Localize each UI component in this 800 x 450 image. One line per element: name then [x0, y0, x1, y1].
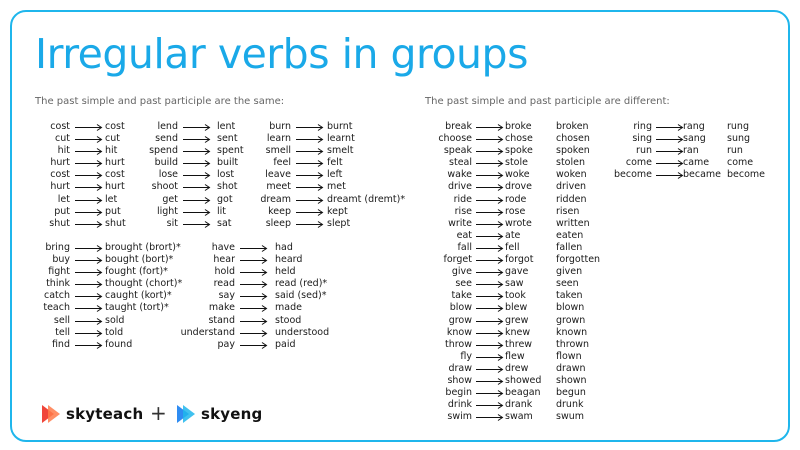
arrow-right-icon — [183, 121, 211, 131]
verb-base-form: spend — [149, 145, 178, 157]
arrow-right-icon — [75, 121, 103, 131]
arrow-right-icon — [240, 254, 268, 264]
verb-past-participle: seen — [556, 278, 579, 290]
arrow-right-icon — [296, 218, 324, 228]
verb-base-form: tell — [55, 326, 70, 338]
verb-base-form: fly — [460, 350, 472, 362]
verb-past-form: kept — [327, 205, 348, 217]
arrow-right-icon — [476, 399, 504, 409]
arrow-right-icon — [296, 121, 324, 131]
arrow-right-icon — [476, 145, 504, 155]
arrow-right-icon — [75, 157, 103, 167]
verb-past-form: rang — [683, 121, 705, 132]
verb-base-form: become — [613, 169, 652, 181]
arrow-right-icon — [240, 327, 268, 337]
page-title: Irregular verbs in groups — [35, 30, 528, 78]
arrow-right-icon — [656, 145, 684, 155]
verb-past-form: chose — [505, 133, 533, 145]
verb-past-form: rode — [505, 193, 527, 205]
verb-base-form: fight — [48, 266, 70, 278]
arrow-right-icon — [476, 133, 504, 143]
verb-past-form: held — [275, 266, 296, 278]
arrow-right-icon — [296, 206, 324, 216]
verb-past-form: taught (tort)* — [105, 302, 169, 314]
arrow-right-icon — [75, 133, 103, 143]
skyeng-mark-icon — [175, 403, 197, 425]
verb-base-form: know — [446, 326, 472, 338]
verb-base-form: burn — [269, 121, 291, 132]
verb-past-form: sold — [105, 314, 125, 326]
verb-base-form: speak — [443, 145, 472, 157]
verb-past-form: cut — [105, 133, 120, 145]
verb-past-form: threw — [505, 338, 533, 350]
verb-base-form: take — [451, 290, 472, 302]
verb-past-participle: come — [727, 157, 754, 169]
verb-base-form: run — [636, 145, 652, 157]
arrow-right-icon — [476, 363, 504, 373]
verb-base-form: hurt — [50, 157, 70, 169]
verb-base-form: drink — [447, 399, 472, 411]
verb-base-form: wake — [447, 169, 472, 181]
verb-past-form: caught (kort)* — [105, 290, 172, 302]
verb-base-form: cost — [50, 169, 70, 181]
arrow-right-icon — [75, 218, 103, 228]
verb-base-form: meet — [266, 181, 291, 193]
verb-past-participle: eaten — [556, 229, 584, 241]
verb-past-participle: begun — [556, 387, 586, 399]
verb-past-form: left — [327, 169, 343, 181]
verb-past-form: wrote — [505, 217, 532, 229]
verb-past-form: ran — [683, 145, 699, 157]
verb-past-form: met — [327, 181, 346, 193]
verb-past-participle: drawn — [556, 362, 586, 374]
arrow-right-icon — [183, 145, 211, 155]
arrow-right-icon — [476, 290, 504, 300]
verb-past-form: sat — [217, 217, 232, 229]
verb-past-participle: risen — [556, 205, 580, 217]
arrow-right-icon — [476, 218, 504, 228]
verb-past-form: woke — [505, 169, 530, 181]
verb-past-form: stood — [275, 314, 302, 326]
verb-past-participle: driven — [556, 181, 587, 193]
verb-past-form: broke — [505, 121, 532, 132]
verb-past-form: dreamt (dremt)* — [327, 193, 406, 205]
verb-past-participle: forgotten — [556, 254, 601, 266]
arrow-right-icon — [476, 351, 504, 361]
verb-base-form: choose — [438, 133, 472, 145]
arrow-right-icon — [75, 242, 103, 252]
verb-base-form: eat — [456, 229, 472, 241]
verb-past-participle: run — [727, 145, 743, 157]
verb-past-participle: stolen — [556, 157, 585, 169]
verb-past-form: hurt — [105, 181, 125, 193]
verb-base-form: swim — [447, 411, 472, 423]
arrow-right-icon — [476, 254, 504, 264]
verb-past-form: said (sed)* — [275, 290, 327, 302]
verb-past-participle: known — [556, 326, 588, 338]
arrow-right-icon — [656, 169, 684, 179]
verb-base-form: light — [156, 205, 178, 217]
skyeng-logo — [175, 403, 262, 425]
verb-past-form: had — [275, 242, 293, 253]
verb-base-form: cut — [55, 133, 70, 145]
verb-past-form: lost — [217, 169, 235, 181]
verb-base-form: think — [46, 278, 70, 290]
verb-past-participle: given — [556, 266, 583, 278]
arrow-right-icon — [183, 181, 211, 191]
arrow-right-icon — [296, 133, 324, 143]
arrow-right-icon — [296, 145, 324, 155]
verb-past-participle: written — [556, 217, 590, 229]
verb-past-form: put — [105, 205, 121, 217]
verb-past-form: understood — [275, 326, 330, 338]
arrow-right-icon — [183, 133, 211, 143]
verb-base-form: put — [54, 205, 70, 217]
verb-base-form: catch — [43, 290, 70, 302]
verb-past-form: drank — [505, 399, 533, 411]
verb-base-form: sell — [53, 314, 70, 326]
arrow-right-icon — [240, 290, 268, 300]
verb-base-form: pay — [217, 338, 235, 350]
arrow-right-icon — [75, 278, 103, 288]
verb-past-form: spoke — [505, 145, 533, 157]
verb-past-form: smelt — [327, 145, 354, 157]
verb-base-form: find — [51, 338, 70, 350]
verb-base-form: buy — [52, 254, 70, 266]
skyteach-logo — [40, 403, 143, 425]
arrow-right-icon — [75, 145, 103, 155]
verb-base-form: sing — [632, 133, 652, 145]
arrow-right-icon — [296, 157, 324, 167]
verb-base-form: read — [213, 278, 235, 290]
verb-base-form: shut — [49, 217, 70, 229]
arrow-right-icon — [75, 266, 103, 276]
verb-past-form: rose — [505, 205, 526, 217]
verb-base-form: ring — [633, 121, 652, 132]
verb-base-form: begin — [445, 387, 472, 399]
verb-past-participle: spoken — [556, 145, 590, 157]
verb-base-form: come — [625, 157, 652, 169]
verb-base-form: fall — [457, 241, 472, 253]
verb-base-form: hear — [213, 254, 235, 266]
verb-past-participle: drunk — [556, 399, 584, 411]
verb-base-form: hit — [57, 145, 70, 157]
verb-base-form: keep — [268, 205, 291, 217]
verb-past-form: shot — [217, 181, 238, 193]
arrow-right-icon — [476, 230, 504, 240]
verb-base-form: learn — [266, 133, 291, 145]
verb-base-form: blow — [449, 302, 472, 314]
verb-base-form: lend — [157, 121, 178, 132]
verb-base-form: understand — [180, 326, 235, 338]
verb-base-form: hold — [214, 266, 235, 278]
verb-base-form: show — [447, 374, 472, 386]
verb-past-form: learnt — [327, 133, 355, 145]
arrow-right-icon — [240, 278, 268, 288]
verb-past-form: lit — [217, 205, 227, 217]
verb-base-form: lose — [158, 169, 178, 181]
verb-base-form: ride — [453, 193, 472, 205]
verb-base-form: cost — [50, 121, 70, 132]
arrow-right-icon — [183, 206, 211, 216]
verb-base-form: build — [154, 157, 178, 169]
verb-base-form: grow — [448, 314, 472, 326]
arrow-right-icon — [75, 339, 103, 349]
arrow-right-icon — [476, 157, 504, 167]
arrow-right-icon — [183, 194, 211, 204]
arrow-right-icon — [656, 133, 684, 143]
skyteach-mark-icon — [40, 403, 62, 425]
arrow-right-icon — [75, 302, 103, 312]
arrow-right-icon — [296, 169, 324, 179]
verb-past-participle: swum — [556, 411, 584, 423]
arrow-right-icon — [75, 169, 103, 179]
arrow-right-icon — [240, 266, 268, 276]
arrow-right-icon — [476, 375, 504, 385]
verb-past-form: showed — [505, 374, 542, 386]
verb-past-form: took — [505, 290, 526, 302]
arrow-right-icon — [656, 121, 684, 131]
verb-base-form: leave — [265, 169, 291, 181]
arrow-right-icon — [240, 242, 268, 252]
verb-past-form: swam — [505, 411, 533, 423]
verb-past-form: let — [105, 193, 118, 205]
arrow-right-icon — [476, 181, 504, 191]
arrow-right-icon — [183, 157, 211, 167]
verb-past-form: fought (fort)* — [105, 266, 168, 278]
verb-past-form: felt — [327, 157, 343, 169]
arrow-right-icon — [476, 327, 504, 337]
verb-base-form: drive — [447, 181, 472, 193]
verb-past-form: hurt — [105, 157, 125, 169]
verb-past-participle: thrown — [556, 338, 590, 350]
verb-past-form: slept — [327, 217, 351, 229]
verb-past-form: sent — [217, 133, 238, 145]
arrow-right-icon — [75, 206, 103, 216]
verb-base-form: see — [455, 278, 472, 290]
verb-past-form: drove — [505, 181, 533, 193]
verb-past-participle: fallen — [556, 241, 583, 253]
arrow-right-icon — [476, 169, 504, 179]
verb-past-form: lent — [217, 121, 236, 132]
verb-past-form: burnt — [327, 121, 353, 132]
verb-base-form: give — [451, 266, 472, 278]
verb-base-form: sit — [166, 217, 178, 229]
arrow-right-icon — [476, 194, 504, 204]
verb-base-form: send — [155, 133, 178, 145]
verb-past-form: flew — [505, 350, 525, 362]
verb-past-form: stole — [505, 157, 528, 169]
verb-base-form: rise — [454, 205, 472, 217]
verb-base-form: have — [211, 242, 235, 253]
arrow-right-icon — [476, 121, 504, 131]
arrow-right-icon — [75, 254, 103, 264]
arrow-right-icon — [296, 181, 324, 191]
verb-past-form: told — [105, 326, 124, 338]
verb-past-participle: woken — [556, 169, 587, 181]
verb-base-form: make — [208, 302, 235, 314]
verb-past-participle: rung — [727, 121, 749, 132]
verb-past-form: drew — [505, 362, 529, 374]
arrow-right-icon — [183, 169, 211, 179]
verb-past-form: cost — [105, 121, 125, 132]
verb-past-form: came — [683, 157, 710, 169]
verb-past-participle: become — [727, 169, 766, 181]
arrow-right-icon — [296, 194, 324, 204]
verb-base-form: shoot — [151, 181, 178, 193]
verb-base-form: write — [448, 217, 472, 229]
verb-past-form: bought (bort)* — [105, 254, 174, 266]
verb-past-form: knew — [505, 326, 531, 338]
arrow-right-icon — [476, 387, 504, 397]
arrow-right-icon — [476, 242, 504, 252]
verb-past-participle: blown — [556, 302, 585, 314]
arrow-right-icon — [75, 327, 103, 337]
verb-past-form: shut — [105, 217, 126, 229]
arrow-right-icon — [183, 218, 211, 228]
arrow-right-icon — [75, 290, 103, 300]
verb-base-form: hurt — [50, 181, 70, 193]
verb-past-form: cost — [105, 169, 125, 181]
verb-past-form: ate — [505, 229, 521, 241]
verb-base-form: smell — [265, 145, 291, 157]
verb-past-form: beagan — [505, 387, 541, 399]
verb-base-form: forget — [443, 254, 472, 266]
arrow-right-icon — [476, 339, 504, 349]
verb-base-form: teach — [43, 302, 70, 314]
verb-past-form: sang — [683, 133, 706, 145]
verb-past-form: brought (brort)* — [105, 242, 181, 253]
verb-past-form: forgot — [505, 254, 534, 266]
verb-base-form: let — [57, 193, 70, 205]
verb-base-form: get — [162, 193, 178, 205]
verb-base-form: sleep — [265, 217, 291, 229]
verb-past-form: gave — [505, 266, 529, 278]
arrow-right-icon — [476, 266, 504, 276]
verb-past-participle: shown — [556, 374, 587, 386]
verb-base-form: draw — [448, 362, 472, 374]
arrow-right-icon — [240, 339, 268, 349]
verb-past-form: heard — [275, 254, 303, 266]
verb-past-participle: sung — [727, 133, 751, 145]
verb-past-form: thought (chort)* — [105, 278, 183, 290]
verb-past-form: hit — [105, 145, 118, 157]
verb-base-form: say — [218, 290, 235, 302]
verb-past-form: spent — [217, 145, 244, 157]
verb-past-form: became — [683, 169, 722, 181]
verb-past-participle: ridden — [556, 193, 587, 205]
verb-past-form: made — [275, 302, 302, 314]
plus-sign: + — [150, 401, 167, 425]
verb-past-participle: taken — [556, 290, 583, 302]
verb-past-participle: broken — [556, 121, 589, 132]
verb-past-form: got — [217, 193, 233, 205]
verb-base-form: throw — [444, 338, 472, 350]
subtitle-different-forms: The past simple and past participle are different: — [425, 96, 670, 107]
arrow-right-icon — [75, 315, 103, 325]
verb-past-form: fell — [505, 241, 520, 253]
verb-base-form: stand — [208, 314, 235, 326]
verb-past-participle: grown — [556, 314, 586, 326]
arrow-right-icon — [476, 206, 504, 216]
arrow-right-icon — [656, 157, 684, 167]
arrow-right-icon — [240, 302, 268, 312]
skyteach-wordmark: skyteach — [66, 405, 144, 423]
arrow-right-icon — [476, 302, 504, 312]
verb-past-form: built — [217, 157, 239, 169]
arrow-right-icon — [476, 278, 504, 288]
verb-past-form: read (red)* — [275, 278, 328, 290]
verb-past-form: blew — [505, 302, 528, 314]
verb-base-form: break — [445, 121, 472, 132]
arrow-right-icon — [240, 315, 268, 325]
verb-base-form: steal — [449, 157, 472, 169]
subtitle-same-forms: The past simple and past participle are the same: — [35, 96, 285, 107]
verb-past-form: saw — [505, 278, 524, 290]
verb-past-participle: chosen — [556, 133, 590, 145]
arrow-right-icon — [75, 181, 103, 191]
verb-base-form: dream — [260, 193, 291, 205]
verb-past-form: grew — [505, 314, 529, 326]
verb-past-form: found — [105, 338, 133, 350]
skyeng-wordmark: skyeng — [201, 405, 263, 423]
verb-past-participle: flown — [556, 350, 582, 362]
arrow-right-icon — [476, 411, 504, 421]
arrow-right-icon — [75, 194, 103, 204]
arrow-right-icon — [476, 315, 504, 325]
verb-base-form: feel — [273, 157, 291, 169]
verb-past-form: paid — [275, 338, 296, 350]
verb-base-form: bring — [45, 242, 70, 253]
